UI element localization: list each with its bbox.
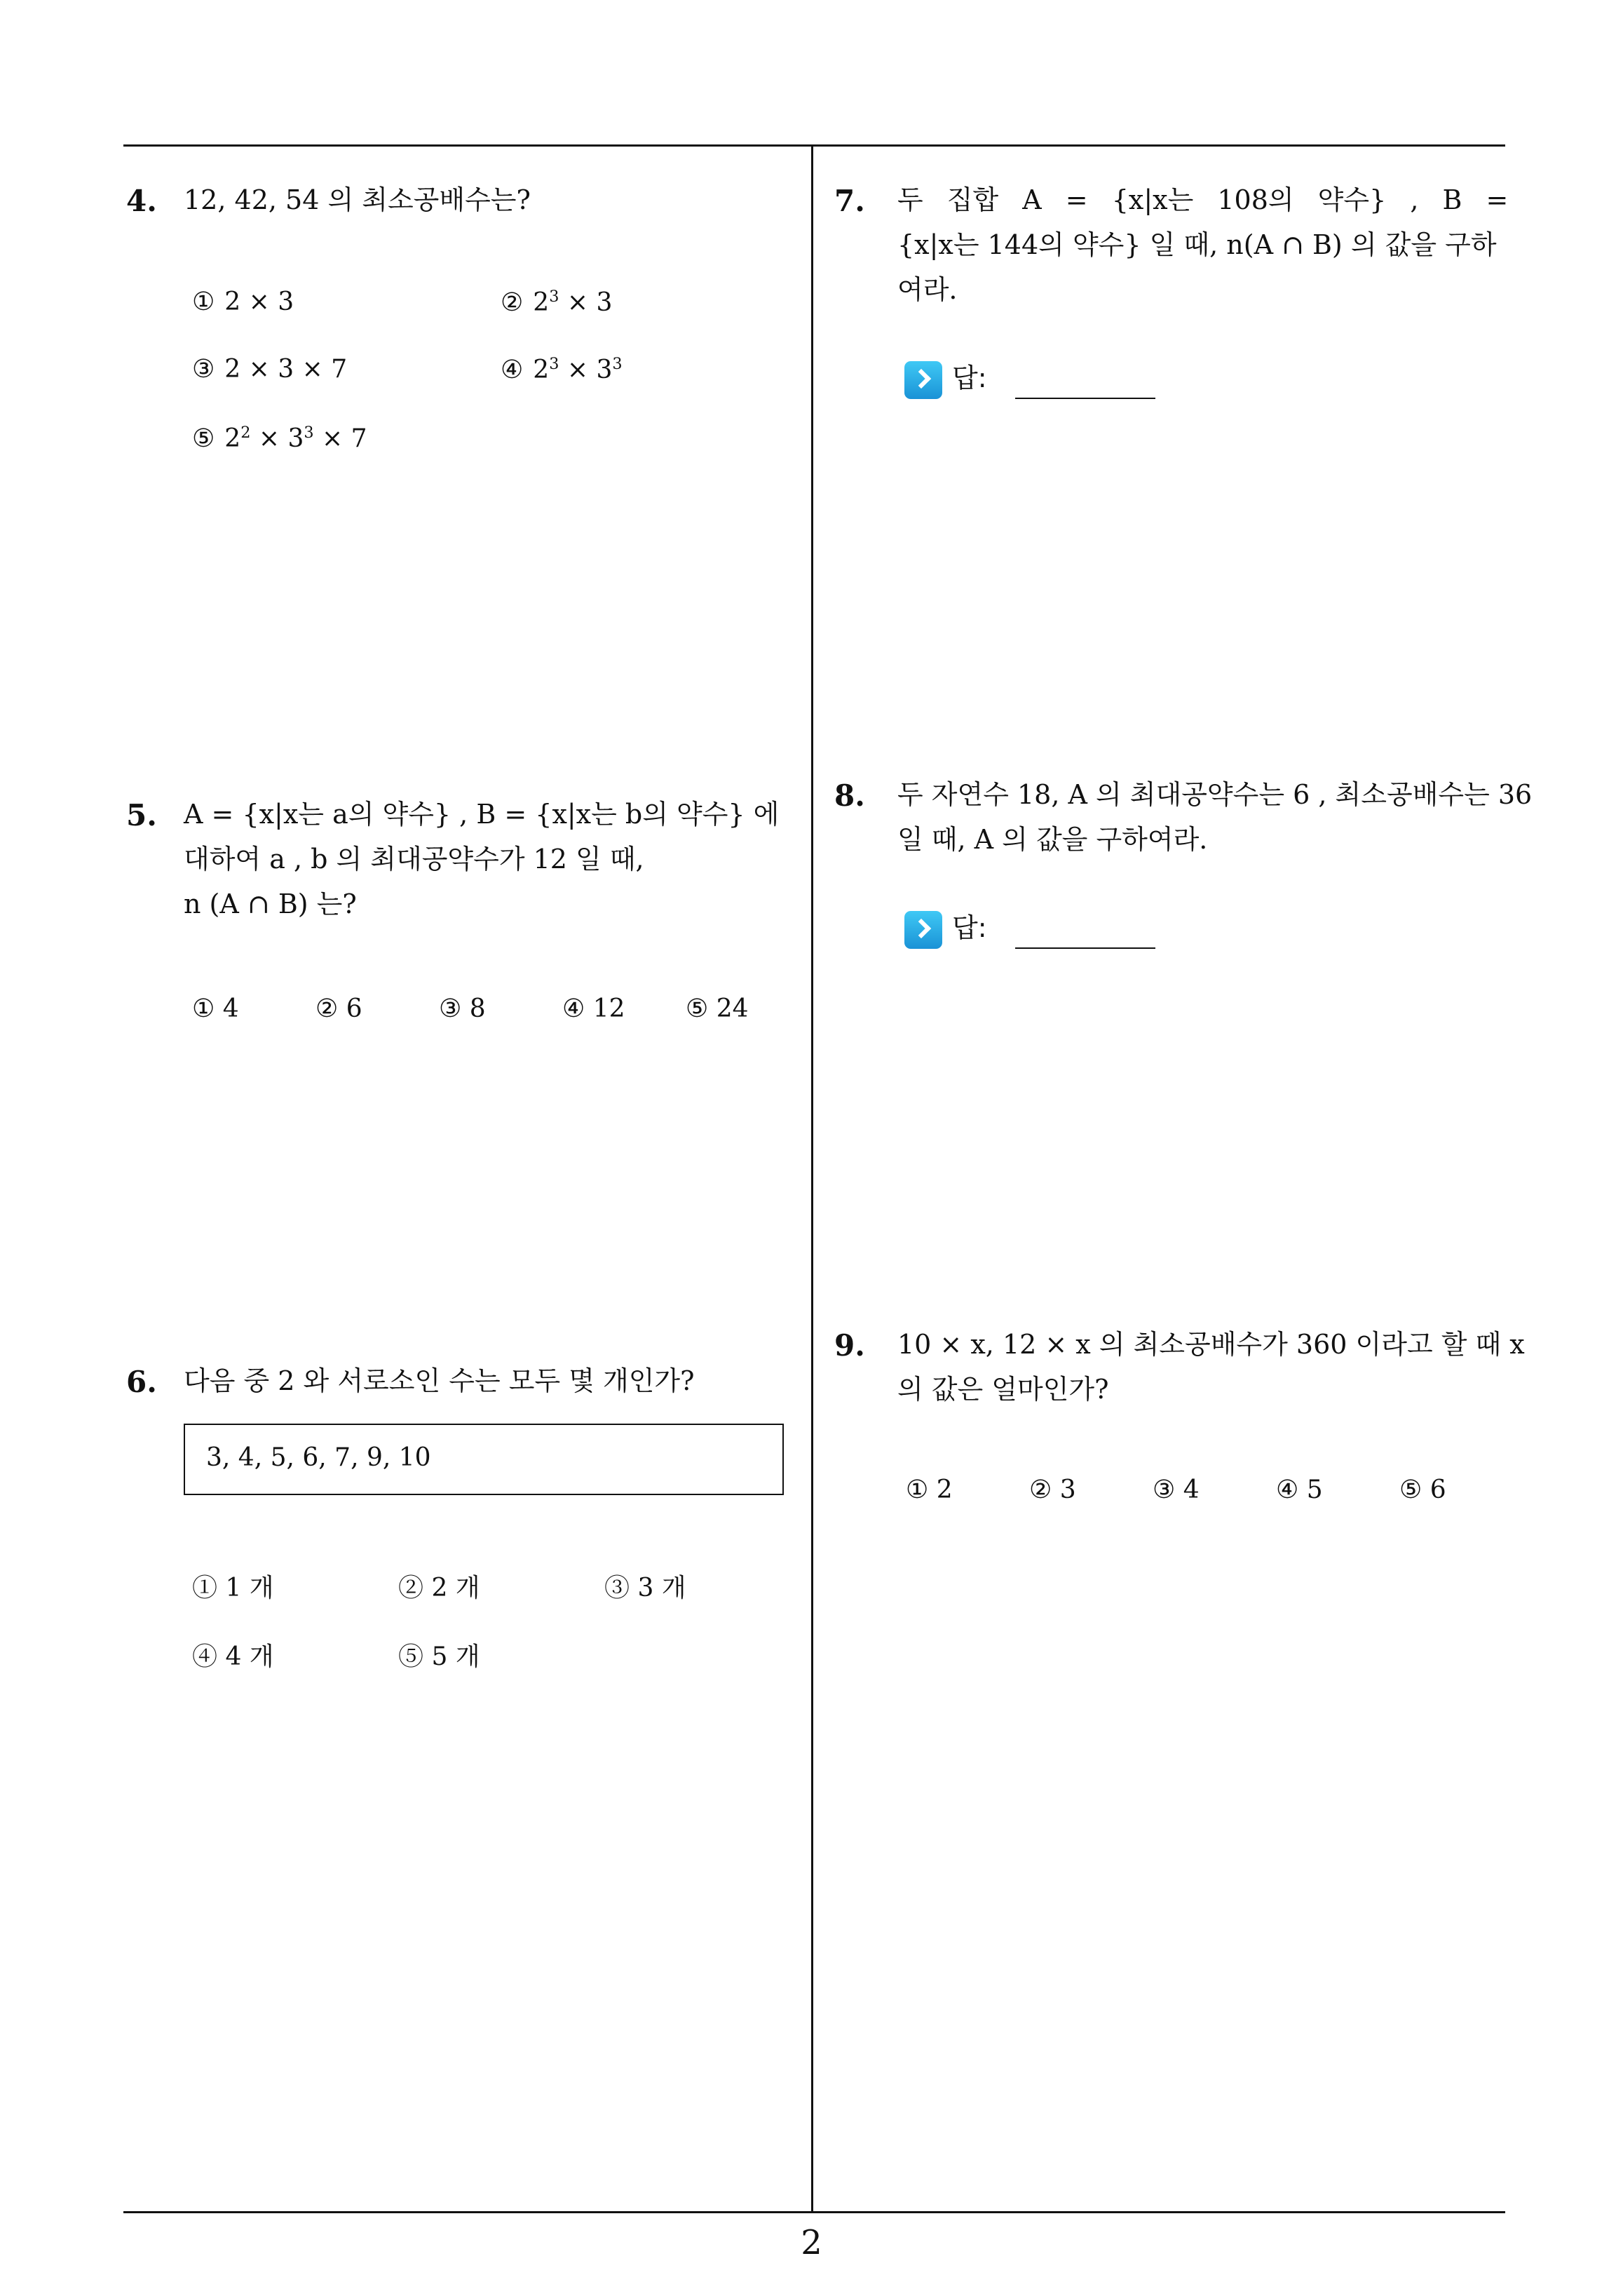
option-2[interactable]: ② $2^3 \times 3$ <box>501 288 613 317</box>
option-3[interactable]: ③ 3 개 <box>604 1574 686 1602</box>
question-number: 6. <box>126 1365 157 1399</box>
option-4[interactable]: ④ 12 <box>562 994 625 1023</box>
question-number: 9. <box>834 1328 865 1363</box>
bottom-rule <box>123 2211 1505 2213</box>
option-2[interactable]: ② 6 <box>315 994 362 1023</box>
chevron-right-icon <box>904 911 942 949</box>
option-4[interactable]: ④ $2^3 \times 3^3$ <box>501 355 623 384</box>
option-2[interactable]: ② 3 <box>1029 1475 1076 1504</box>
option-5[interactable]: ⑤ 24 <box>686 994 749 1023</box>
question-text-line-2: {x|x는 144의 약수} 일 때, n(A ∩ B) 의 값을 구하 <box>897 229 1497 260</box>
option-3[interactable]: ③ 2 × 3 × 7 <box>192 355 348 384</box>
question-text-line-1: 두 자연수 18, A 의 최대공약수는 6 , 최소공배수는 36 <box>897 779 1533 810</box>
answer-label: 답: <box>952 363 987 393</box>
question-number: 7. <box>834 184 865 218</box>
number-set: 3, 4, 5, 6, 7, 9, 10 <box>206 1443 431 1472</box>
answer-blank[interactable] <box>1015 919 1155 949</box>
column-divider <box>811 144 813 2212</box>
answer-field[interactable] <box>904 356 1155 399</box>
answer-blank[interactable] <box>1015 370 1155 399</box>
question-text-line-3: 여라. <box>897 274 958 305</box>
option-1[interactable]: ① 1 개 <box>192 1574 274 1602</box>
option-3[interactable]: ③ 8 <box>439 994 486 1023</box>
option-5[interactable]: ⑤ 6 <box>1399 1475 1446 1504</box>
page-number: 2 <box>801 2223 822 2262</box>
question-text: 12, 42, 54 의 최소공배수는? <box>184 184 531 215</box>
question-text-line-2: 의 값은 얼마인가? <box>897 1374 1109 1405</box>
question-text-line-1: 두 집합 A = {x|x는 108의 약수} , B = <box>897 184 1509 215</box>
option-5[interactable]: ⑤ $2^2 \times 3^3 \times 7$ <box>192 424 367 453</box>
option-1[interactable]: ① 2 × 3 <box>192 288 294 316</box>
question-text-line-1: A = {x|x는 a의 약수} , B = {x|x는 b의 약수} 에 <box>184 799 780 830</box>
question-number: 4. <box>126 184 157 218</box>
question-text-line-1: 10 × x, 12 × x 의 최소공배수가 360 이라고 할 때 x <box>897 1329 1525 1360</box>
option-1[interactable]: ① 4 <box>192 994 239 1023</box>
option-4[interactable]: ④ 5 <box>1276 1475 1323 1504</box>
answer-field[interactable] <box>904 906 1155 949</box>
question-number: 5. <box>126 798 157 832</box>
option-1[interactable]: ① 2 <box>906 1475 953 1504</box>
question-text: 다음 중 2 와 서로소인 수는 모두 몇 개인가? <box>184 1365 695 1396</box>
question-text-line-3: n (A ∩ B) 는? <box>184 889 357 919</box>
question-number: 8. <box>834 778 865 813</box>
option-5[interactable]: ⑤ 5 개 <box>398 1642 480 1671</box>
top-rule <box>123 144 1505 147</box>
option-4[interactable]: ④ 4 개 <box>192 1642 274 1671</box>
question-text-line-2: 대하여 a , b 의 최대공약수가 12 일 때, <box>184 844 644 874</box>
option-3[interactable]: ③ 4 <box>1153 1475 1200 1504</box>
chevron-right-icon <box>904 361 942 399</box>
number-set-box <box>184 1424 784 1495</box>
option-2[interactable]: ② 2 개 <box>398 1574 480 1602</box>
question-text-line-2: 일 때, A 의 값을 구하여라. <box>897 824 1208 855</box>
answer-label: 답: <box>952 912 987 943</box>
